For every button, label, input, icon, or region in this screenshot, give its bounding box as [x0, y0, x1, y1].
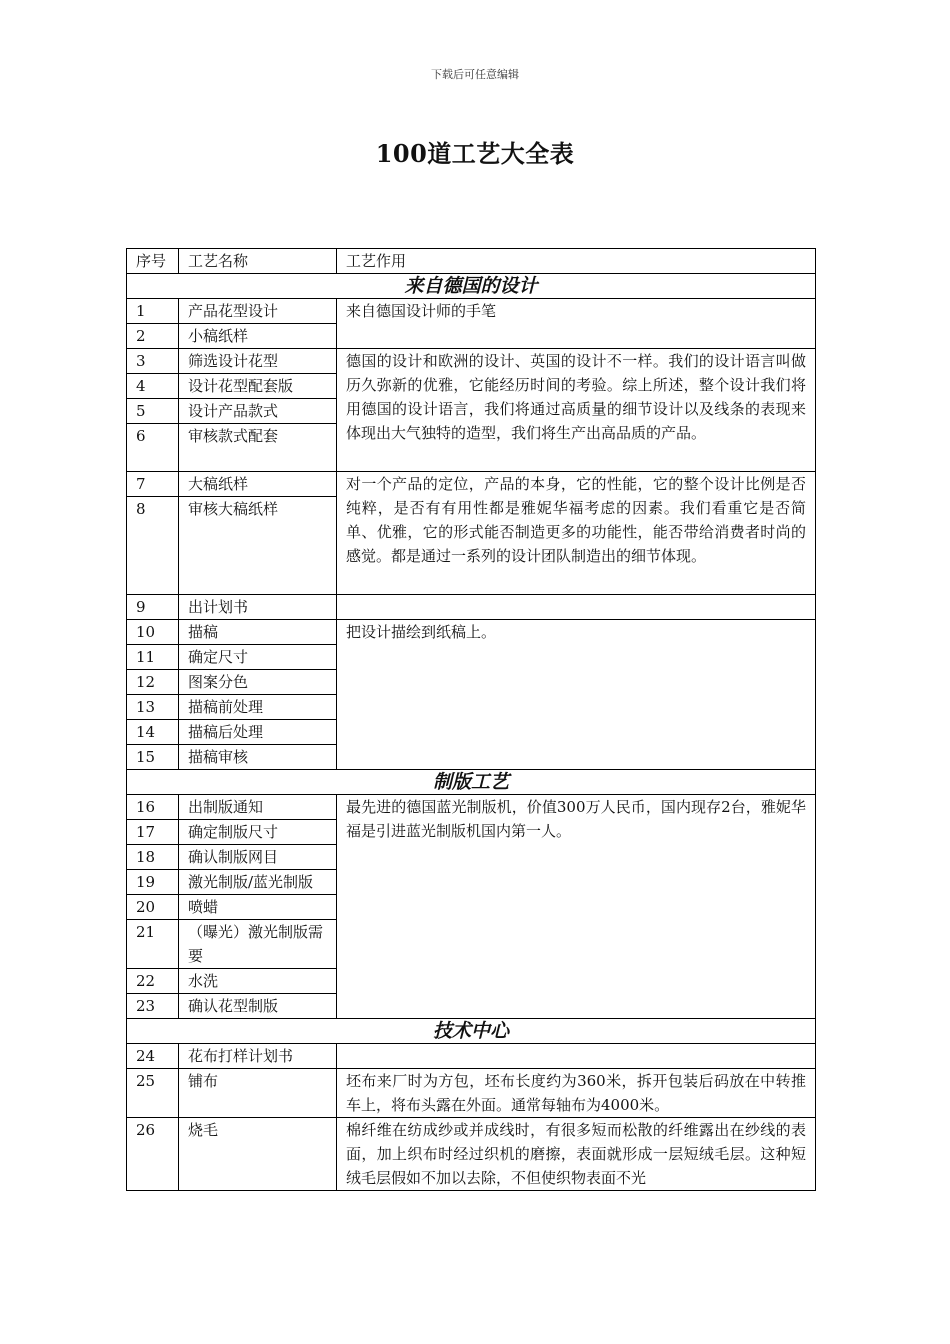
header-note: 下载后可任意编辑	[431, 68, 519, 81]
row-no: 4	[127, 374, 179, 399]
section-title-tech-center: 技术中心	[127, 1019, 816, 1044]
row-name: 确认花型制版	[179, 994, 337, 1019]
row-effect-empty	[337, 1044, 816, 1069]
row-name: 筛选设计花型	[179, 349, 337, 374]
table-row	[127, 595, 816, 620]
row-no: 10	[127, 620, 179, 645]
row-effect: 最先进的德国蓝光制版机，价值300万人民币，国内现存2台，雅妮华福是引进蓝光制版机国内第一人。	[337, 795, 816, 1019]
table-row	[127, 620, 816, 645]
row-name: 图案分色	[179, 670, 337, 695]
section-title-design: 来自德国的设计	[127, 274, 816, 299]
row-name: 审核大稿纸样	[179, 497, 337, 595]
row-no: 11	[127, 645, 179, 670]
row-name: 描稿	[179, 620, 337, 645]
row-no: 21	[127, 920, 179, 969]
table-row	[127, 349, 816, 374]
row-name: 铺布	[179, 1069, 337, 1118]
table-row	[127, 472, 816, 497]
row-no: 14	[127, 720, 179, 745]
row-effect-empty	[337, 595, 816, 620]
row-name: 描稿前处理	[179, 695, 337, 720]
row-name: 设计产品款式	[179, 399, 337, 424]
row-no: 19	[127, 870, 179, 895]
row-no: 12	[127, 670, 179, 695]
row-name: 描稿后处理	[179, 720, 337, 745]
row-no: 2	[127, 324, 179, 349]
column-header-name: 工艺名称	[179, 249, 337, 274]
row-effect: 棉纤维在纺成纱或并成线时，有很多短而松散的纤维露出在纱线的表面，加上织布时经过织机的磨擦，表面就形成一层短绒毛层。这种短绒毛层假如不加以去除，不但使织物表面不光	[337, 1118, 816, 1191]
row-name: 花布打样计划书	[179, 1044, 337, 1069]
row-name: 出制版通知	[179, 795, 337, 820]
row-name: 出计划书	[179, 595, 337, 620]
section-title-plate-making: 制版工艺	[127, 770, 816, 795]
row-name: 确定尺寸	[179, 645, 337, 670]
section-row	[127, 770, 816, 795]
row-name: 小稿纸样	[179, 324, 337, 349]
table-row	[127, 1069, 816, 1118]
table-row	[127, 1044, 816, 1069]
row-name: 烧毛	[179, 1118, 337, 1191]
row-name: 描稿审核	[179, 745, 337, 770]
row-effect: 把设计描绘到纸稿上。	[337, 620, 816, 770]
column-header-no: 序号	[127, 249, 179, 274]
row-no: 3	[127, 349, 179, 374]
row-effect: 德国的设计和欧洲的设计、英国的设计不一样。我们的设计语言叫做历久弥新的优雅，它能经历时间的考验。综上所述，整个设计我们将用德国的设计语言，我们将通过高质量的细节设计以及线条的表现来体现出大气独特的造型，我们将生产出高品质的产品。	[337, 349, 816, 472]
row-no: 13	[127, 695, 179, 720]
table-header-row	[127, 249, 816, 274]
row-no: 20	[127, 895, 179, 920]
row-no: 24	[127, 1044, 179, 1069]
row-no: 5	[127, 399, 179, 424]
row-no: 7	[127, 472, 179, 497]
row-no: 18	[127, 845, 179, 870]
row-effect: 来自德国设计师的手笔	[337, 299, 816, 349]
row-effect: 对一个产品的定位，产品的本身，它的性能，它的整个设计比例是否纯粹，是否有有用性都是雅妮华福考虑的因素。我们看重它是否简单、优雅，它的形式能否制造更多的功能性，能否带给消费者时尚的感觉。都是通过一系列的设计团队制造出的细节体现。	[337, 472, 816, 595]
row-no: 6	[127, 424, 179, 472]
craft-table	[126, 248, 816, 1191]
column-header-effect: 工艺作用	[337, 249, 816, 274]
row-no: 16	[127, 795, 179, 820]
row-no: 9	[127, 595, 179, 620]
row-name: 产品花型设计	[179, 299, 337, 324]
row-name: 喷蜡	[179, 895, 337, 920]
row-name: （曝光）激光制版需要	[179, 920, 337, 969]
row-no: 15	[127, 745, 179, 770]
section-row	[127, 1019, 816, 1044]
row-effect: 坯布来厂时为方包，坯布长度约为360米，拆开包装后码放在中转推车上，将布头露在外面。通常每轴布为4000米。	[337, 1069, 816, 1118]
document-title: 100道工艺大全表	[375, 139, 575, 168]
row-no: 26	[127, 1118, 179, 1191]
row-no: 8	[127, 497, 179, 595]
row-name: 确定制版尺寸	[179, 820, 337, 845]
table-row	[127, 795, 816, 820]
row-name: 激光制版/蓝光制版	[179, 870, 337, 895]
row-no: 22	[127, 969, 179, 994]
table-row	[127, 1118, 816, 1191]
row-name: 确认制版网目	[179, 845, 337, 870]
row-name: 大稿纸样	[179, 472, 337, 497]
section-row	[127, 274, 816, 299]
row-no: 17	[127, 820, 179, 845]
row-name: 审核款式配套	[179, 424, 337, 472]
row-no: 23	[127, 994, 179, 1019]
row-name: 水洗	[179, 969, 337, 994]
row-no: 1	[127, 299, 179, 324]
table-row	[127, 299, 816, 324]
row-name: 设计花型配套版	[179, 374, 337, 399]
row-no: 25	[127, 1069, 179, 1118]
